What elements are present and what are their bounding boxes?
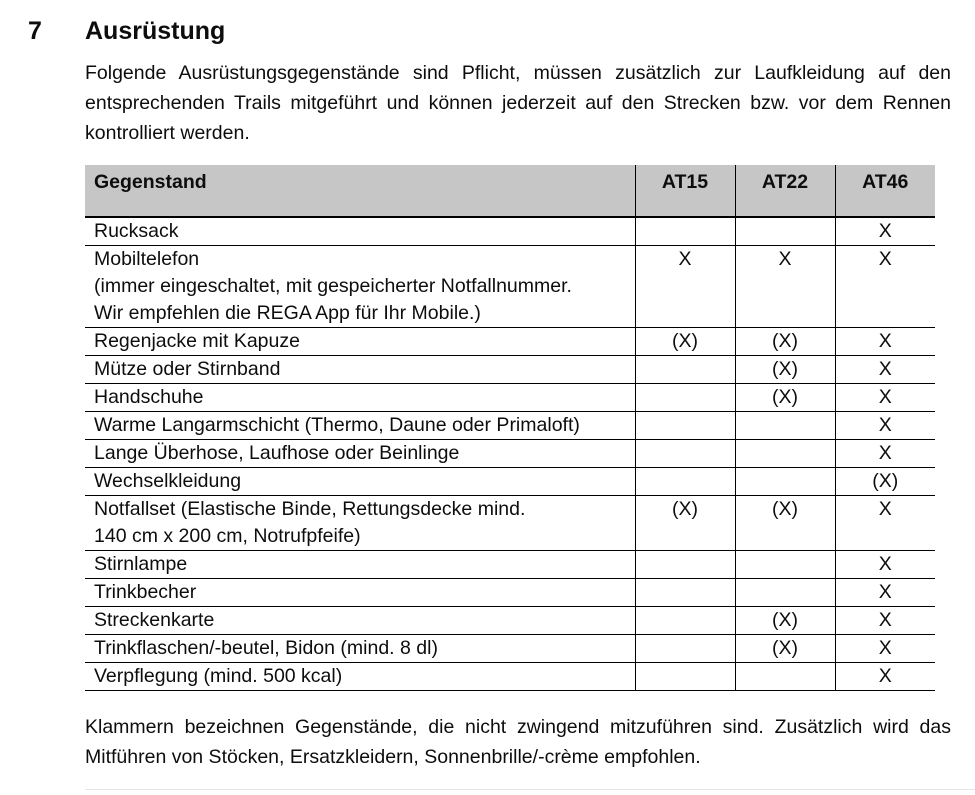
item-cell xyxy=(85,468,635,496)
mark-cell-at46: X xyxy=(835,440,935,468)
item-cell xyxy=(85,663,635,691)
mark-cell-at22 xyxy=(735,551,835,579)
item-line: Stirnlampe xyxy=(94,553,188,575)
footer-paragraph xyxy=(85,712,951,772)
mark-cell-at46: X xyxy=(835,663,935,691)
mark-cell-at22 xyxy=(735,579,835,607)
table-row xyxy=(85,328,935,356)
paragraph-line: kontrolliert werden. xyxy=(85,122,250,144)
paragraph-line: Klammern bezeichnen Gegenstände, die nicht zwingend mitzuführen sind. Zusätzlich wird das xyxy=(85,716,951,738)
item-cell xyxy=(85,412,635,440)
item-cell xyxy=(85,440,635,468)
paragraph-line: Folgende Ausrüstungsgegenstände sind Pflicht, müssen zusätzlich zur Laufkleidung auf den xyxy=(85,62,951,84)
item-cell xyxy=(85,246,635,328)
item-line: 140 cm x 200 cm, Notrufpfeife) xyxy=(94,525,361,547)
item-cell xyxy=(85,356,635,384)
item-cell xyxy=(85,579,635,607)
item-line: Verpflegung (mind. 500 kcal) xyxy=(94,665,343,687)
mark-cell-at15: (X) xyxy=(635,496,735,551)
mark-cell-at46: X xyxy=(835,217,935,246)
table-row xyxy=(85,496,935,551)
item-line: Wechselkleidung xyxy=(94,470,242,492)
table-row xyxy=(85,246,935,328)
mark-cell-at46: X xyxy=(835,607,935,635)
item-line: Handschuhe xyxy=(94,386,204,408)
item-line: Notfallset (Elastische Binde, Rettungsdecke mind. xyxy=(94,498,526,520)
item-line: Rucksack xyxy=(94,220,179,242)
mark-cell-at22: (X) xyxy=(735,607,835,635)
mark-cell-at15 xyxy=(635,635,735,663)
mark-cell-at46: (X) xyxy=(835,468,935,496)
item-line: Trinkflaschen/-beutel, Bidon (mind. 8 dl) xyxy=(94,637,438,659)
mark-cell-at15 xyxy=(635,607,735,635)
equipment-table-body xyxy=(85,217,935,691)
item-cell xyxy=(85,551,635,579)
item-cell xyxy=(85,496,635,551)
mark-cell-at22 xyxy=(735,468,835,496)
mark-cell-at22: (X) xyxy=(735,635,835,663)
section-heading xyxy=(28,17,225,46)
mark-cell-at15 xyxy=(635,384,735,412)
table-header-row xyxy=(85,165,935,217)
item-cell xyxy=(85,607,635,635)
mark-cell-at22: (X) xyxy=(735,496,835,551)
item-line: Wir empfehlen die REGA App für Ihr Mobile.) xyxy=(94,302,481,324)
table-row xyxy=(85,384,935,412)
mark-cell-at15: X xyxy=(635,246,735,328)
table-row xyxy=(85,356,935,384)
column-header-at22: AT22 xyxy=(735,165,835,217)
mark-cell-at22 xyxy=(735,440,835,468)
column-header-gegenstand: Gegenstand xyxy=(85,165,635,217)
mark-cell-at46: X xyxy=(835,356,935,384)
mark-cell-at15 xyxy=(635,663,735,691)
mark-cell-at46: X xyxy=(835,246,935,328)
table-row xyxy=(85,440,935,468)
mark-cell-at15 xyxy=(635,579,735,607)
item-line: Warme Langarmschicht (Thermo, Daune oder Primaloft) xyxy=(94,414,580,436)
table-row xyxy=(85,217,935,246)
table-row xyxy=(85,412,935,440)
mark-cell-at46: X xyxy=(835,328,935,356)
mark-cell-at46: X xyxy=(835,551,935,579)
item-line: Mobiltelefon xyxy=(94,248,200,270)
mark-cell-at15 xyxy=(635,440,735,468)
table-row xyxy=(85,468,935,496)
mark-cell-at22: (X) xyxy=(735,328,835,356)
section-number: 7 xyxy=(28,17,42,45)
table-row xyxy=(85,607,935,635)
intro-paragraph xyxy=(85,58,951,148)
item-line: Trinkbecher xyxy=(94,581,197,603)
paragraph-line: entsprechenden Trails mitgeführt und können jederzeit auf den Strecken bzw. vor dem Rennen xyxy=(85,92,951,114)
item-cell xyxy=(85,635,635,663)
mark-cell-at46: X xyxy=(835,412,935,440)
paragraph-line: Mitführen von Stöcken, Ersatzkleidern, Sonnenbrille/-crème empfohlen. xyxy=(85,746,701,768)
item-line: Mütze oder Stirnband xyxy=(94,358,281,380)
mark-cell-at22 xyxy=(735,412,835,440)
mark-cell-at15 xyxy=(635,468,735,496)
mark-cell-at22: (X) xyxy=(735,384,835,412)
mark-cell-at15 xyxy=(635,356,735,384)
mark-cell-at15 xyxy=(635,551,735,579)
mark-cell-at15 xyxy=(635,217,735,246)
column-header-at46: AT46 xyxy=(835,165,935,217)
table-row xyxy=(85,663,935,691)
item-cell xyxy=(85,217,635,246)
item-cell xyxy=(85,328,635,356)
column-header-at15: AT15 xyxy=(635,165,735,217)
mark-cell-at22: X xyxy=(735,246,835,328)
mark-cell-at15 xyxy=(635,412,735,440)
section-title: Ausrüstung xyxy=(85,17,226,45)
mark-cell-at22 xyxy=(735,663,835,691)
item-line: Lange Überhose, Laufhose oder Beinlinge xyxy=(94,442,460,464)
mark-cell-at22 xyxy=(735,217,835,246)
table-row xyxy=(85,579,935,607)
mark-cell-at46: X xyxy=(835,384,935,412)
item-line: Regenjacke mit Kapuze xyxy=(94,330,300,352)
mark-cell-at46: X xyxy=(835,579,935,607)
equipment-table xyxy=(85,165,935,691)
item-line: (immer eingeschaltet, mit gespeicherter Notfallnummer. xyxy=(94,275,572,297)
mark-cell-at15: (X) xyxy=(635,328,735,356)
mark-cell-at22: (X) xyxy=(735,356,835,384)
table-row xyxy=(85,635,935,663)
mark-cell-at46: X xyxy=(835,496,935,551)
footer-rule xyxy=(85,789,975,790)
item-cell xyxy=(85,384,635,412)
table-row xyxy=(85,551,935,579)
mark-cell-at46: X xyxy=(835,635,935,663)
item-line: Streckenkarte xyxy=(94,609,215,631)
